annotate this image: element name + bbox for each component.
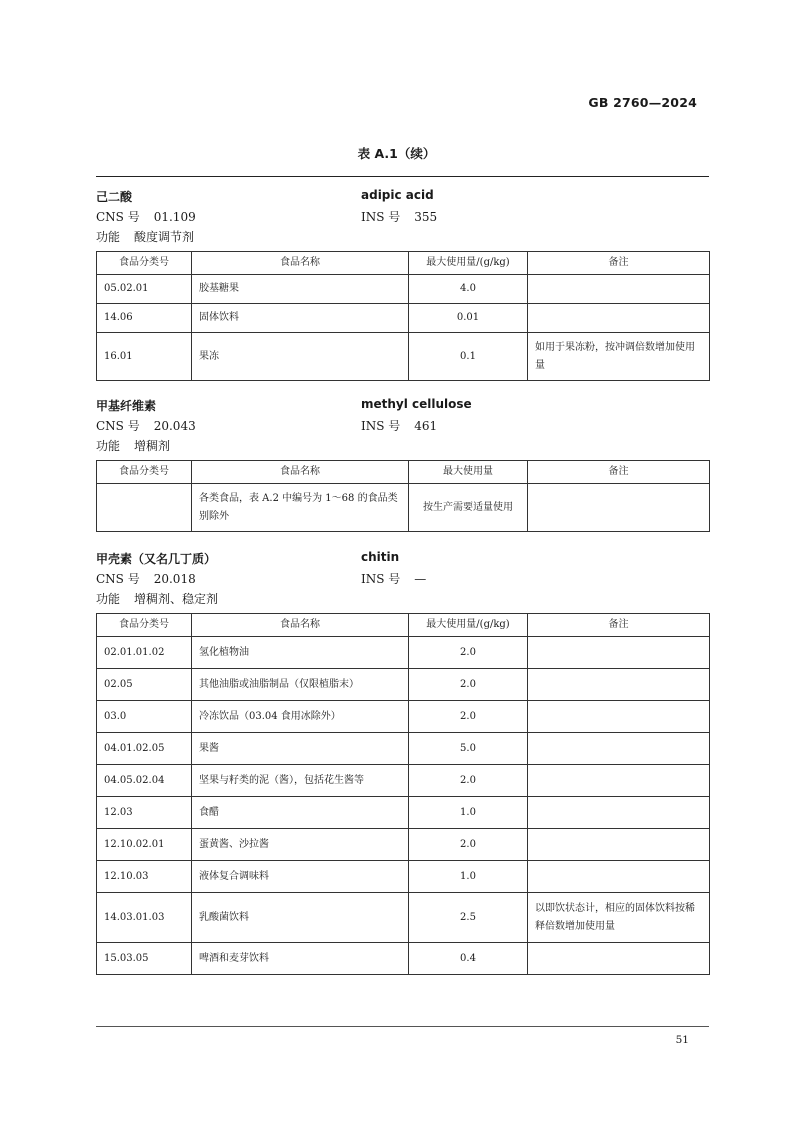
cell-remark <box>528 861 710 893</box>
cell-remark <box>528 701 710 733</box>
table-row <box>97 893 710 943</box>
cns-number: CNS 号 20.043 <box>96 419 196 433</box>
ins-number: INS 号 — <box>361 572 427 586</box>
cell-food: 啤酒和麦芽饮料 <box>192 943 409 975</box>
cell-usage: 5.0 <box>409 733 528 765</box>
table-header-row <box>97 252 710 275</box>
cell-code: 04.05.02.04 <box>97 765 192 797</box>
cell-food: 液体复合调味料 <box>192 861 409 893</box>
cell-code: 05.02.01 <box>97 275 192 304</box>
header-max-usage: 最大使用量/(g/kg) <box>409 614 528 637</box>
cell-code: 04.01.02.05 <box>97 733 192 765</box>
header-food-name: 食品名称 <box>192 461 409 484</box>
cell-remark: 以即饮状态计，相应的固体饮料按稀释倍数增加使用量 <box>528 893 710 943</box>
cell-remark <box>528 765 710 797</box>
table-row <box>97 733 710 765</box>
header-food-category-code: 食品分类号 <box>97 614 192 637</box>
cell-code: 02.01.01.02 <box>97 637 192 669</box>
additive-name-en: methyl cellulose <box>361 397 472 411</box>
usage-table-adipic-acid <box>96 251 710 381</box>
usage-table-chitin <box>96 613 710 975</box>
table-row <box>97 829 710 861</box>
table-header-row <box>97 614 710 637</box>
function: 功能 酸度调节剂 <box>96 230 195 244</box>
table-row <box>97 701 710 733</box>
cell-usage: 4.0 <box>409 275 528 304</box>
cell-food: 果冻 <box>192 333 409 381</box>
cell-code: 03.0 <box>97 701 192 733</box>
header-food-name: 食品名称 <box>192 614 409 637</box>
additive-info-methyl-cellulose <box>96 397 709 457</box>
cell-remark <box>528 733 710 765</box>
cell-remark <box>528 669 710 701</box>
header-remarks: 备注 <box>528 252 710 275</box>
cns-number: CNS 号 20.018 <box>96 572 196 586</box>
cell-usage: 2.0 <box>409 829 528 861</box>
header-food-category-code: 食品分类号 <box>97 252 192 275</box>
table-row <box>97 797 710 829</box>
cell-code: 14.06 <box>97 304 192 333</box>
bottom-rule <box>96 1026 709 1027</box>
cell-code: 02.05 <box>97 669 192 701</box>
cell-code <box>97 484 192 532</box>
table-row <box>97 333 710 381</box>
additive-info-chitin <box>96 550 709 610</box>
cell-food: 其他油脂或油脂制品（仅限植脂末） <box>192 669 409 701</box>
cell-code: 12.03 <box>97 797 192 829</box>
cell-usage: 2.0 <box>409 701 528 733</box>
cell-usage: 0.1 <box>409 333 528 381</box>
cell-code: 12.10.02.01 <box>97 829 192 861</box>
additive-info-adipic-acid <box>96 188 709 248</box>
table-row <box>97 275 710 304</box>
cell-usage: 2.0 <box>409 669 528 701</box>
cell-food: 冷冻饮品（03.04 食用冰除外） <box>192 701 409 733</box>
cell-remark: 如用于果冻粉，按冲调倍数增加使用量 <box>528 333 710 381</box>
cns-number: CNS 号 01.109 <box>96 210 196 224</box>
cell-usage: 0.01 <box>409 304 528 333</box>
ins-number: INS 号 461 <box>361 419 438 433</box>
header-food-category-code: 食品分类号 <box>97 461 192 484</box>
table-row <box>97 637 710 669</box>
top-rule <box>96 176 709 177</box>
cell-usage: 按生产需要适量使用 <box>409 484 528 532</box>
table-row <box>97 765 710 797</box>
table-row <box>97 861 710 893</box>
table-title: 表 A.1（续） <box>357 146 436 161</box>
cell-remark <box>528 275 710 304</box>
cell-code: 12.10.03 <box>97 861 192 893</box>
cell-food: 氢化植物油 <box>192 637 409 669</box>
function: 功能 增稠剂 <box>96 439 171 453</box>
additive-name-en: adipic acid <box>361 188 434 202</box>
cell-code: 14.03.01.03 <box>97 893 192 943</box>
table-row <box>97 484 710 532</box>
cell-remark <box>528 304 710 333</box>
cell-food: 胶基糖果 <box>192 275 409 304</box>
standard-code: GB 2760—2024 <box>588 95 697 110</box>
header-max-usage: 最大使用量/(g/kg) <box>409 252 528 275</box>
table-row <box>97 943 710 975</box>
page-number: 51 <box>675 1034 689 1046</box>
cell-code: 15.03.05 <box>97 943 192 975</box>
additive-name-cn: 甲基纤维素 <box>96 399 157 413</box>
cell-food: 各类食品，表 A.2 中编号为 1～68 的食品类别除外 <box>192 484 409 532</box>
cell-food: 食醋 <box>192 797 409 829</box>
table-header-row <box>97 461 710 484</box>
additive-name-cn: 己二酸 <box>96 190 133 204</box>
cell-food: 蛋黄酱、沙拉酱 <box>192 829 409 861</box>
cell-usage: 1.0 <box>409 797 528 829</box>
header-remarks: 备注 <box>528 461 710 484</box>
cell-remark <box>528 484 710 532</box>
cell-usage: 1.0 <box>409 861 528 893</box>
additive-name-cn: 甲壳素（又名几丁质） <box>96 552 217 566</box>
additive-name-en: chitin <box>361 550 400 564</box>
cell-usage: 2.0 <box>409 765 528 797</box>
cell-remark <box>528 829 710 861</box>
header-remarks: 备注 <box>528 614 710 637</box>
table-row <box>97 669 710 701</box>
header-food-name: 食品名称 <box>192 252 409 275</box>
table-row <box>97 304 710 333</box>
header-max-usage: 最大使用量 <box>409 461 528 484</box>
cell-food: 固体饮料 <box>192 304 409 333</box>
cell-code: 16.01 <box>97 333 192 381</box>
cell-usage: 2.0 <box>409 637 528 669</box>
cell-food: 坚果与籽类的泥（酱），包括花生酱等 <box>192 765 409 797</box>
cell-usage: 2.5 <box>409 893 528 943</box>
cell-food: 果酱 <box>192 733 409 765</box>
function: 功能 增稠剂、稳定剂 <box>96 592 219 606</box>
cell-remark <box>528 637 710 669</box>
cell-usage: 0.4 <box>409 943 528 975</box>
cell-remark <box>528 943 710 975</box>
cell-remark <box>528 797 710 829</box>
usage-table-methyl-cellulose <box>96 460 710 532</box>
ins-number: INS 号 355 <box>361 210 438 224</box>
cell-food: 乳酸菌饮料 <box>192 893 409 943</box>
